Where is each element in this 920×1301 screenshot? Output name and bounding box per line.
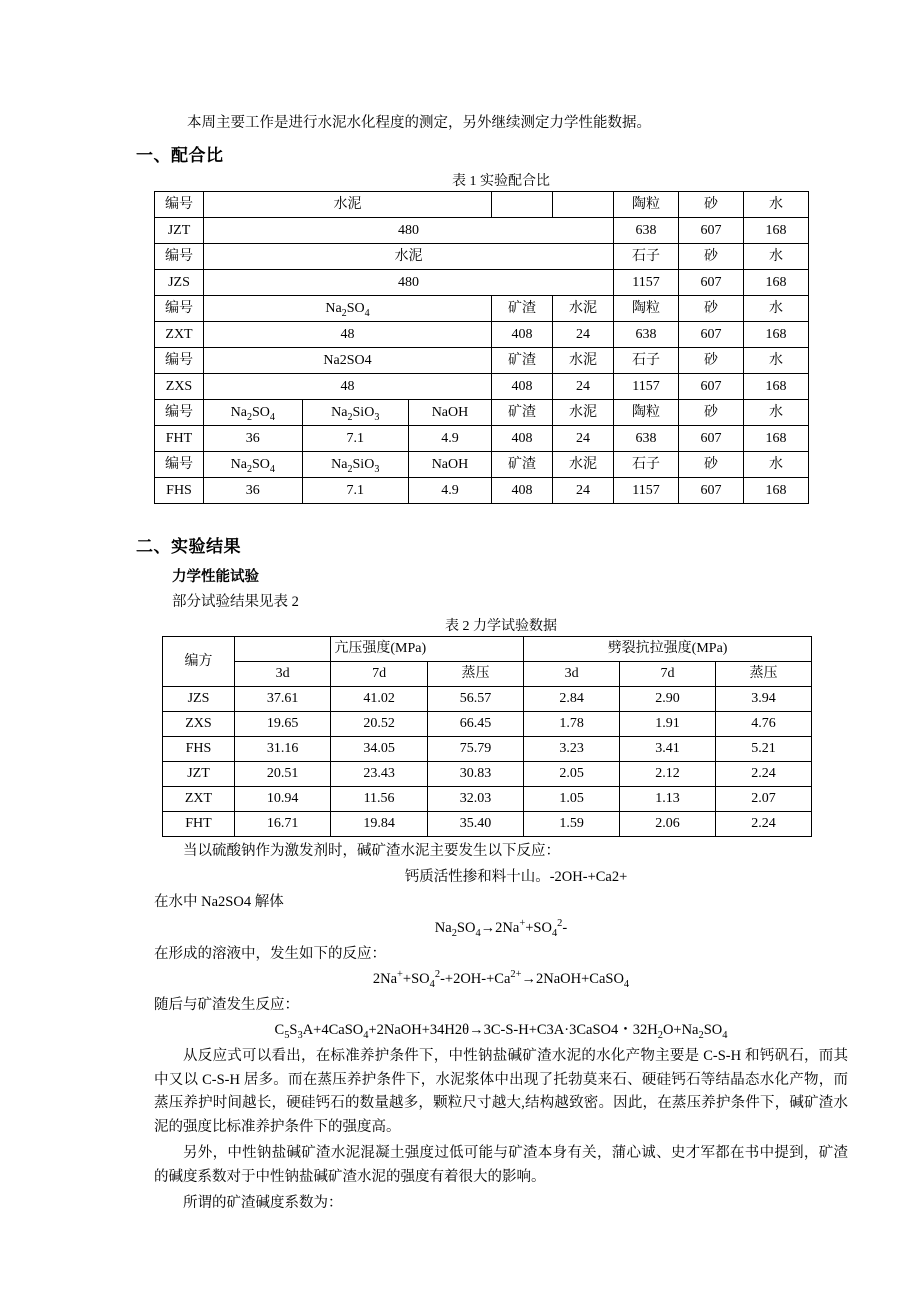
row-label: FHS [163,737,235,762]
cell-slag-value: 408 [492,478,553,504]
cell-value: 3.41 [620,737,716,762]
row-label: ZXT [163,787,235,812]
cell-value: 2.90 [620,687,716,712]
table-row [163,687,812,712]
cell-aggregate-value: 638 [614,426,679,452]
table-row [163,712,812,737]
table-row [155,426,809,452]
cell-sand-value: 607 [679,322,744,348]
table-row [155,374,809,400]
cell-naoh-value: 4.9 [408,426,491,452]
cell-label: FHS [155,478,204,504]
header-sub-7d-c: 7d [331,662,427,687]
cell-value: 32.03 [427,787,523,812]
cell-slag-header: 矿渣 [492,400,553,426]
cell-value: 19.84 [331,812,427,837]
mechanical-test-table [162,636,812,837]
cell-value: 2.84 [524,687,620,712]
cell-value: 16.71 [234,812,330,837]
cell-slag-header: 矿渣 [492,348,553,374]
cell-label: JZT [155,218,204,244]
cell-value: 30.83 [427,762,523,787]
cell-water-header: 水 [744,296,809,322]
cell-sand-value: 607 [679,374,744,400]
cell-water-header: 水 [744,192,809,218]
cell-na2so4-header: Na2SO4 [204,348,492,374]
table-row [163,812,812,837]
cell-aggregate-header: 陶粒 [614,192,679,218]
cell-cement-value: 480 [204,218,614,244]
section-heading-1: 一、配合比 [136,146,224,167]
cell-value: 2.05 [524,762,620,787]
table-row [155,452,809,478]
cell-slag-value: 408 [492,374,553,400]
cell-value: 3.94 [716,687,812,712]
cell-value: 34.05 [331,737,427,762]
row-label: ZXS [163,712,235,737]
paragraph-solution: 在形成的溶液中，发生如下的反应： [154,945,386,962]
row-label: JZS [163,687,235,712]
equation-slag-hydration: $C_5S_3A+4CaSO_4+2NaOH+34H2\theta\to 3C-S-H+C3A\cdot 3CaSO4$・$32H_2O+Na_2SO_4$ [274,1022,728,1042]
cell-value: 10.94 [234,787,330,812]
cell-water-header: 水 [744,452,809,478]
table-subheader-row [163,662,812,687]
table-row [163,737,812,762]
header-sub-steam-s: 蒸压 [716,662,812,687]
cell-label: 编号 [155,348,204,374]
cell-value: 75.79 [427,737,523,762]
cell-cement-header: 水泥 [553,452,614,478]
cell-na2sio3-value: 7.1 [302,426,408,452]
table-row [155,348,809,374]
cell-water-value: 168 [744,322,809,348]
cell-label: 编号 [155,452,204,478]
cell-sand-header: 砂 [679,296,744,322]
cell-na2sio3-value: 7.1 [302,478,408,504]
cell-cement2-header [553,192,614,218]
cell-value: 31.16 [234,737,330,762]
paragraph-sodium-sulfate: 当以硫酸钠作为激发剂时，碱矿渣水泥主要发生以下反应： [183,843,560,860]
table-row [155,400,809,426]
cell-na2so4-value: 36 [204,478,303,504]
table-row [155,296,809,322]
cell-cement-value: 24 [553,322,614,348]
cell-label: ZXT [155,322,204,348]
cell-value: 35.40 [427,812,523,837]
cell-na2so4-value: 48 [204,322,492,348]
header-sub-steam-c: 蒸压 [427,662,523,687]
table-row [155,478,809,504]
intro-paragraph: 本周主要工作是进行水泥水化程度的测定，另外继续测定力学性能数据。 [187,115,651,131]
cell-label: 编号 [155,296,204,322]
cell-aggregate-header: 陶粒 [614,296,679,322]
table-row [155,322,809,348]
cell-naoh-header: NaOH [408,452,491,478]
row-label: JZT [163,762,235,787]
cell-sand-value: 607 [679,478,744,504]
cell-sand-header: 砂 [679,452,744,478]
cell-na2so4-value: 48 [204,374,492,400]
cell-water-header: 水 [744,400,809,426]
header-sub-3d-s: 3d [524,662,620,687]
cell-aggregate-header: 石子 [614,452,679,478]
cell-cement-header: 水泥 [553,296,614,322]
cell-aggregate-header: 石子 [614,244,679,270]
cell-naoh-header: NaOH [408,400,491,426]
cell-sand-value: 607 [679,426,744,452]
cell-water-header: 水 [744,348,809,374]
cell-value: 41.02 [331,687,427,712]
table-row [163,787,812,812]
cell-aggregate-header: 石子 [614,348,679,374]
cell-water-value: 168 [744,218,809,244]
cell-water-value: 168 [744,270,809,296]
cell-na2so4-header: $Na_2SO_4$ [204,452,303,478]
cell-cement-value: 24 [553,374,614,400]
header-splitting-group: 劈裂抗拉强度(MPa) [524,637,812,662]
header-sub-7d-s: 7d [620,662,716,687]
cell-na2sio3-header: $Na_2SiO_3$ [302,400,408,426]
cell-aggregate-value: 1157 [614,374,679,400]
table-row [155,218,809,244]
cell-value: 4.76 [716,712,812,737]
cell-cement-header: 水泥 [553,400,614,426]
paragraph-alkalinity-coefficient: 所谓的矿渣碱度系数为： [183,1195,343,1212]
cell-cement-value: 24 [553,478,614,504]
cell-value: 2.24 [716,762,812,787]
paragraph-conclusion-2: 另外，中性钠盐碱矿渣水泥混凝土强度过低可能与矿渣本身有关，蒲心诚、史才军都在书中提到，矿渣的碱度系数对于中性钠盐碱矿渣水泥的强度有着很大的影响。 [154,1145,848,1185]
cell-value: 2.12 [620,762,716,787]
cell-value: 66.45 [427,712,523,737]
equation-solution-reaction: $2Na^++SO_4^2-+2OH-+Ca^{2+}\to 2NaOH+CaSO_4$ [372,969,630,991]
paragraph-slag-reaction: 随后与矿渣发生反应： [154,996,299,1013]
header-blank-cell [234,637,330,662]
cell-value: 20.51 [234,762,330,787]
cell-slag-value: 408 [492,426,553,452]
cell-sand-value: 607 [679,270,744,296]
cell-value: 11.56 [331,787,427,812]
cell-slag-value: 408 [492,322,553,348]
row-label: FHT [163,812,235,837]
cell-slag-header: 矿渣 [492,452,553,478]
cell-label: ZXS [155,374,204,400]
table-row [155,244,809,270]
discussion-block [154,840,848,1215]
cell-value: 20.52 [331,712,427,737]
cell-label: JZS [155,270,204,296]
cell-sand-header: 砂 [679,348,744,374]
cell-value: 1.05 [524,787,620,812]
cell-value: 1.78 [524,712,620,737]
cell-cement-header: 水泥 [204,192,492,218]
cell-naoh-value: 4.9 [408,478,491,504]
cell-value: 23.43 [331,762,427,787]
cell-aggregate-value: 638 [614,218,679,244]
cell-slag-header [492,192,553,218]
cell-cement-header: 水泥 [204,244,614,270]
cell-value: 37.61 [234,687,330,712]
cell-value: 19.65 [234,712,330,737]
cell-value: 1.13 [620,787,716,812]
cell-cement-value: 480 [204,270,614,296]
cell-label: 编号 [155,244,204,270]
cell-sand-header: 砂 [679,192,744,218]
cell-slag-header: 矿渣 [492,296,553,322]
table2-caption: 表 2 力学试验数据 [445,619,557,635]
cell-value: 5.21 [716,737,812,762]
paragraph-dissolution: 在水中 Na2SO4 解体 [154,894,284,911]
cell-value: 2.06 [620,812,716,837]
cell-sand-value: 607 [679,218,744,244]
cell-water-value: 168 [744,426,809,452]
header-sub-3d-c: 3d [234,662,330,687]
cell-label: FHT [155,426,204,452]
equation-calcium: 钙质活性掺和料十山。-2OH-+Ca2+ [404,868,628,885]
table-row [163,762,812,787]
cell-water-value: 168 [744,374,809,400]
table1-block [154,170,848,504]
cell-sand-header: 砂 [679,400,744,426]
cell-value: 56.57 [427,687,523,712]
equation-na2so4-dissociation: $Na_2SO_4\to 2Na^++SO_4^2-$ [434,918,568,939]
cell-label: 编号 [155,192,204,218]
cell-value: 3.23 [524,737,620,762]
table1-caption: 表 1 实验配合比 [452,174,550,190]
cell-na2sio3-header: $Na_2SiO_3$ [302,452,408,478]
cell-water-value: 168 [744,478,809,504]
table2-block [154,615,848,837]
cell-na2so4-value: 36 [204,426,303,452]
cell-water-header: 水 [744,244,809,270]
subsection-heading: 力学性能试验 [172,569,259,586]
cell-value: 1.59 [524,812,620,837]
mix-proportion-table [154,191,809,504]
cell-value: 2.07 [716,787,812,812]
subsection-note: 部分试验结果见表 2 [172,594,299,611]
table-row [155,270,809,296]
paragraph-conclusion-1: 从反应式可以看出，在标准养护条件下，中性钠盐碱矿渣水泥的水化产物主要是 C-S-H 和钙矾石，而其中又以 C-S-H 居多。而在蒸压养护条件下，水泥浆体中出现了托勃莫来石、硬硅钙石等结晶态水化产物，而蒸压养护时间越长，硬硅钙石的数量越多，颗粒尺寸越大,结构越致密。因此，在蒸压养护条件下，碱矿渣水泥的强度比标准养护条件下的强度高。 [154,1048,848,1135]
cell-cement-header: 水泥 [553,348,614,374]
cell-aggregate-value: 638 [614,322,679,348]
header-compressive-group: 亢压强度(MPa) [331,637,524,662]
section-heading-2: 二、实验结果 [136,537,241,558]
cell-na2so4-header: $Na_2SO_4$ [204,400,303,426]
cell-aggregate-value: 1157 [614,478,679,504]
cell-aggregate-value: 1157 [614,270,679,296]
cell-na2so4-header: $Na_2SO_4$ [204,296,492,322]
cell-label: 编号 [155,400,204,426]
cell-aggregate-header: 陶粒 [614,400,679,426]
header-formula-col: 编方 [163,637,235,687]
cell-value: 2.24 [716,812,812,837]
cell-value: 1.91 [620,712,716,737]
table-header-row [163,637,812,662]
cell-cement-value: 24 [553,426,614,452]
cell-sand-header: 砂 [679,244,744,270]
table-row [155,192,809,218]
